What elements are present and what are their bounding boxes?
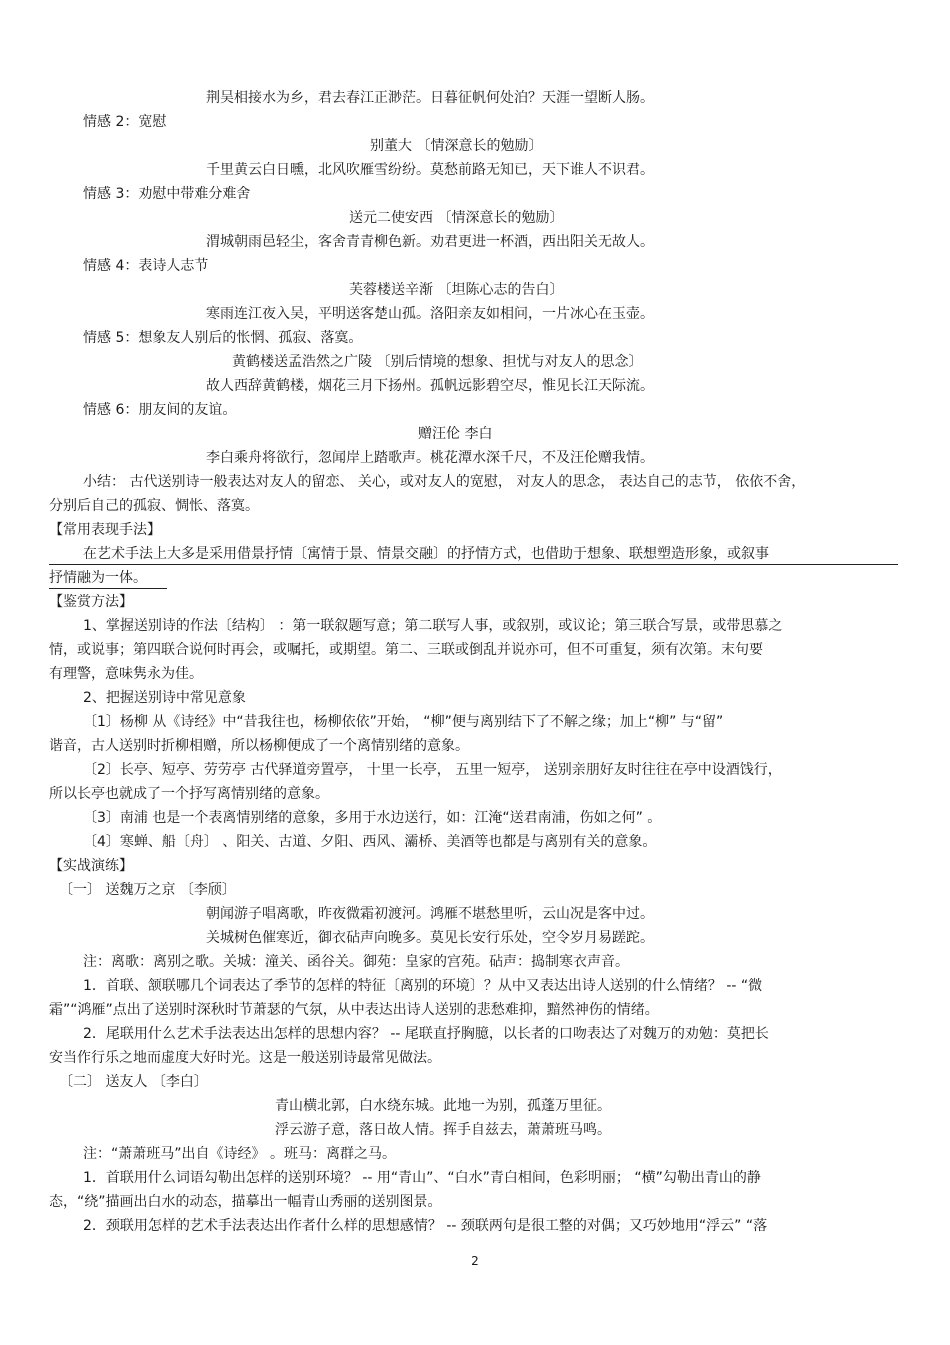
poem-title: 赠汪伦 李白 bbox=[418, 426, 493, 442]
summary-text: 小结： 古代送别诗一般表达对友人的留恋、 关心，或对友人的宽慰， 对友人的思念， 表达自己的志节， 依依不舍， bbox=[83, 474, 806, 490]
poem-line: 千里黄云白日曛，北风吹雁雪纷纷。莫愁前路无知已，天下谁人不识君。 bbox=[206, 162, 654, 178]
page-number: 2 bbox=[471, 1254, 479, 1268]
poem-line: 寒雨连江夜入吴，平明送客楚山孤。洛阳亲友如相问，一片冰心在玉壶。 bbox=[206, 306, 654, 322]
body-text: 所以长亭也就成了一个抒写离情别绪的意象。 bbox=[49, 786, 329, 802]
poem-title: 芙蓉楼送辛渐 〔坦陈心志的告白〕 bbox=[349, 282, 564, 298]
emotion-heading: 情感 3：劝慰中带难分难舍 bbox=[83, 186, 251, 202]
poem-title: 黄鹤楼送孟浩然之广陵 〔别后情境的想象、担忧与对友人的思念〕 bbox=[232, 354, 643, 370]
body-text: 在艺术手法上大多是采用借景抒情〔寓情于景、情景交融〕的抒情方式，也借助于想象、联想塑造形象，或叙事 bbox=[83, 546, 769, 562]
note-text: 注：离歌：离别之歌。关城：潼关、函谷关。御苑：皇家的宫苑。砧声：捣制寒衣声音。 bbox=[83, 954, 629, 970]
answer-text: 态，“绕”描画出白水的动态，描摹出一幅青山秀丽的送别图景。 bbox=[49, 1194, 442, 1210]
poem-title: 送元二使安西 〔情深意长的勉励〕 bbox=[349, 210, 564, 226]
exercise-title: 〔一〕 送魏万之京 〔李颀〕 bbox=[59, 882, 236, 898]
emotion-heading: 情感 2：宽慰 bbox=[83, 114, 167, 130]
body-text: 1、掌握送别诗的作法〔结构〕 ：第一联叙题写意；第二联写人事，或叙别，或议论；第三联合写景，或带思慕之 bbox=[83, 618, 783, 634]
section-heading: 【鉴赏方法】 bbox=[49, 594, 133, 610]
body-text: 情，或说事；第四联合说何时再会，或嘱托，或期望。第二、三联或倒乱并说亦可，但不可重复，须有次第。末句要 bbox=[49, 642, 763, 658]
poem-title: 别董大 〔情深意长的勉励〕 bbox=[370, 138, 543, 154]
body-text: 〔4〕寒蝉、船〔舟〕 、阳关、古道、夕阳、西风、灞桥、美酒等也都是与离别有关的意象。 bbox=[83, 834, 657, 850]
exercise-title: 〔二〕 送友人 〔李白〕 bbox=[59, 1074, 208, 1090]
answer-text: 安当作行乐之地而虚度大好时光。这是一般送别诗最常见做法。 bbox=[49, 1050, 441, 1066]
underline-rule bbox=[49, 588, 167, 589]
poem-line: 浮云游子意，落日故人情。挥手自兹去，萧萧班马鸣。 bbox=[275, 1122, 611, 1138]
poem-line: 关城树色催寒近，御衣砧声向晚多。莫见长安行乐处，空令岁月易蹉跎。 bbox=[206, 930, 654, 946]
emotion-heading: 情感 5：想象友人别后的怅惘、孤寂、落寞。 bbox=[83, 330, 363, 346]
body-text: 抒情融为一体。 bbox=[49, 570, 147, 586]
poem-line: 故人西辞黄鹤楼，烟花三月下扬州。孤帆远影碧空尽，惟见长江天际流。 bbox=[206, 378, 654, 394]
body-text: 〔1〕杨柳 从《诗经》中“昔我往也，杨柳依依”开始， “柳”便与离别结下了不解之缘；加上“柳” 与“留” bbox=[83, 714, 724, 730]
note-text: 注：“萧萧班马”出自《诗经》 。班马：离群之马。 bbox=[83, 1146, 396, 1162]
answer-text: 霜”“鸿雁”点出了送别时深秋时节萧瑟的气氛，从中表达出诗人送别的悲愁难抑，黯然神伤的情绪。 bbox=[49, 1002, 659, 1018]
emotion-heading: 情感 6：朋友间的友谊。 bbox=[83, 402, 237, 418]
underline-rule bbox=[49, 564, 898, 565]
poem-line: 渭城朝雨邑轻尘，客舍青青柳色新。劝君更进一杯酒，西出阳关无故人。 bbox=[206, 234, 654, 250]
poem-line: 朝闻游子唱离歌，昨夜微霜初渡河。鸿雁不堪愁里听，云山况是客中过。 bbox=[206, 906, 654, 922]
question-text: 2．尾联用什么艺术手法表达出怎样的思想内容？ -- 尾联直抒胸臆，以长者的口吻表达了对魏万的劝勉：莫把长 bbox=[83, 1026, 769, 1042]
body-text: 2、把握送别诗中常见意象 bbox=[83, 690, 246, 706]
question-text: 1．首联用什么词语勾勒出怎样的送别环境？ -- 用“青山”、“白水”青白相间，色彩明丽； “横”勾勒出青山的静 bbox=[83, 1170, 761, 1186]
poem-line: 荆吴相接水为乡，君去春江正渺茫。日暮征帆何处泊？天涯一望断人肠。 bbox=[206, 90, 654, 106]
body-text: 有理警，意味隽永为佳。 bbox=[49, 666, 203, 682]
body-text: 〔2〕长亭、短亭、劳劳亭 古代驿道旁置亭， 十里一长亭， 五里一短亭， 送别亲朋好友时往往在亭中设酒饯行， bbox=[83, 762, 782, 778]
section-heading: 【常用表现手法】 bbox=[49, 522, 161, 538]
poem-line: 李白乘舟将欲行，忽闻岸上踏歌声。桃花潭水深千尺，不及汪伦赠我情。 bbox=[206, 450, 654, 466]
body-text: 谐音，古人送别时折柳相赠，所以杨柳便成了一个离情别绪的意象。 bbox=[49, 738, 469, 754]
poem-line: 青山横北郭，白水绕东城。此地一为别，孤蓬万里征。 bbox=[275, 1098, 611, 1114]
question-text: 2．颈联用怎样的艺术手法表达出作者什么样的思想感情？ -- 颈联两句是很工整的对偶；又巧妙地用“浮云” “落 bbox=[83, 1218, 768, 1234]
emotion-heading: 情感 4：表诗人志节 bbox=[83, 258, 209, 274]
body-text: 〔3〕南浦 也是一个表离情别绪的意象，多用于水边送行，如：江淹“送君南浦，伤如之何” 。 bbox=[83, 810, 662, 826]
question-text: 1．首联、颔联哪几个词表达了季节的怎样的特征〔离别的环境〕？从中又表达出诗人送别的什么情绪？ -- “微 bbox=[83, 978, 763, 994]
summary-text: 分别后自己的孤寂、惆怅、落寞。 bbox=[49, 498, 259, 514]
section-heading: 【实战演练】 bbox=[49, 858, 133, 874]
